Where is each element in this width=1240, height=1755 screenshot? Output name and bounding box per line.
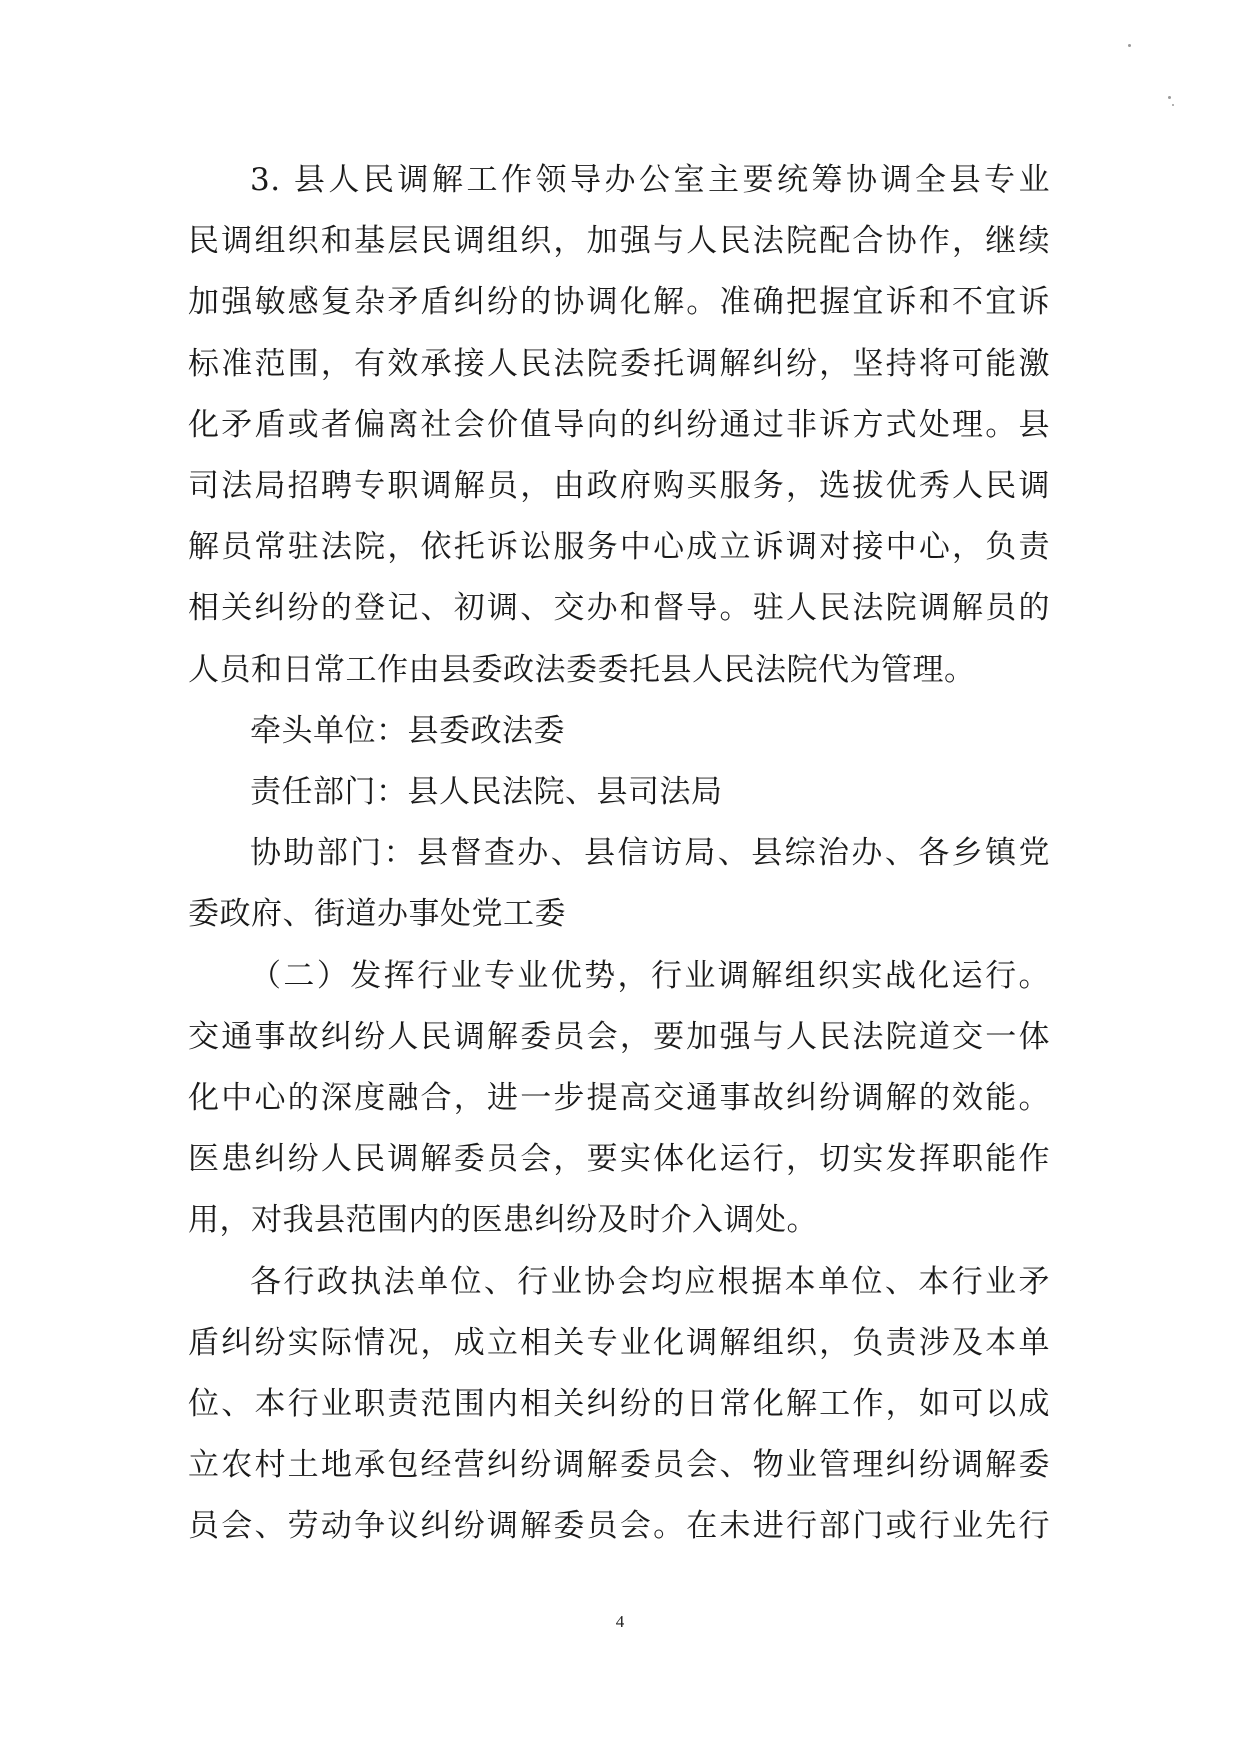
text-line: 立农村土地承包经营纠纷调解委员会、物业管理纠纷调解委: [188, 1447, 1050, 1484]
paragraph-admin-units: [188, 1252, 1050, 1558]
text-line: 司法局招聘专职调解员，由政府购买服务，选拔优秀人民调: [188, 468, 1050, 505]
text-line: 协助部门：县督查办、县信访局、县综治办、各乡镇党: [250, 835, 1050, 872]
text-line: 3. 县人民调解工作领导办公室主要统筹协调全县专业: [250, 162, 1050, 198]
scan-speck: [1128, 44, 1131, 47]
text-line: 用，对我县范围内的医患纠纷及时介入调处。: [188, 1202, 818, 1239]
text-line: 员会、劳动争议纠纷调解委员会。在未进行部门或行业先行: [188, 1508, 1050, 1545]
text-line: 化矛盾或者偏离社会价值导向的纠纷通过非诉方式处理。县: [188, 406, 1050, 443]
paragraph-item-3: [188, 150, 1050, 701]
paragraph-assisting-dept: [188, 823, 1050, 945]
text-line: 加强敏感复杂矛盾纠纷的协调化解。准确把握宜诉和不宜诉: [188, 284, 1050, 321]
text-line: 牵头单位：县委政法委: [250, 712, 565, 749]
scan-speck: [1168, 96, 1171, 99]
text-line: 委政府、街道办事处党工委: [188, 896, 566, 933]
body-text: [188, 150, 1050, 1558]
text-line: 各行政执法单位、行业协会均应根据本单位、本行业矛: [250, 1263, 1050, 1300]
text-line: 解员常驻法院，依托诉讼服务中心成立诉调对接中心，负责: [188, 529, 1050, 566]
text-line: 医患纠纷人民调解委员会，要实体化运行，切实发挥职能作: [188, 1141, 1050, 1178]
text-line: 相关纠纷的登记、初调、交办和督导。驻人民法院调解员的: [188, 590, 1050, 627]
page-number: 4: [615, 1612, 625, 1631]
text-line: 民调组织和基层民调组织，加强与人民法院配合协作，继续: [188, 223, 1050, 260]
text-line: 人员和日常工作由县委政法委委托县人民法院代为管理。: [188, 651, 976, 688]
paragraph-responsible-dept: [188, 762, 1050, 823]
text-line: 位、本行业职责范围内相关纠纷的日常化解工作，如可以成: [188, 1386, 1050, 1423]
paragraph-section-2: [188, 946, 1050, 1252]
text-line: 责任部门：县人民法院、县司法局: [250, 774, 723, 811]
paragraph-lead-unit: [188, 701, 1050, 762]
text-line: 盾纠纷实际情况，成立相关专业化调解组织，负责涉及本单: [188, 1324, 1050, 1361]
text-line: （二）发挥行业专业优势，行业调解组织实战化运行。: [250, 957, 1050, 994]
text-line: 化中心的深度融合，进一步提高交通事故纠纷调解的效能。: [188, 1080, 1050, 1117]
text-line: 标准范围，有效承接人民法院委托调解纠纷，坚持将可能激: [188, 345, 1050, 382]
scan-speck: [1172, 104, 1174, 106]
text-line: 交通事故纠纷人民调解委员会，要加强与人民法院道交一体: [188, 1018, 1050, 1055]
